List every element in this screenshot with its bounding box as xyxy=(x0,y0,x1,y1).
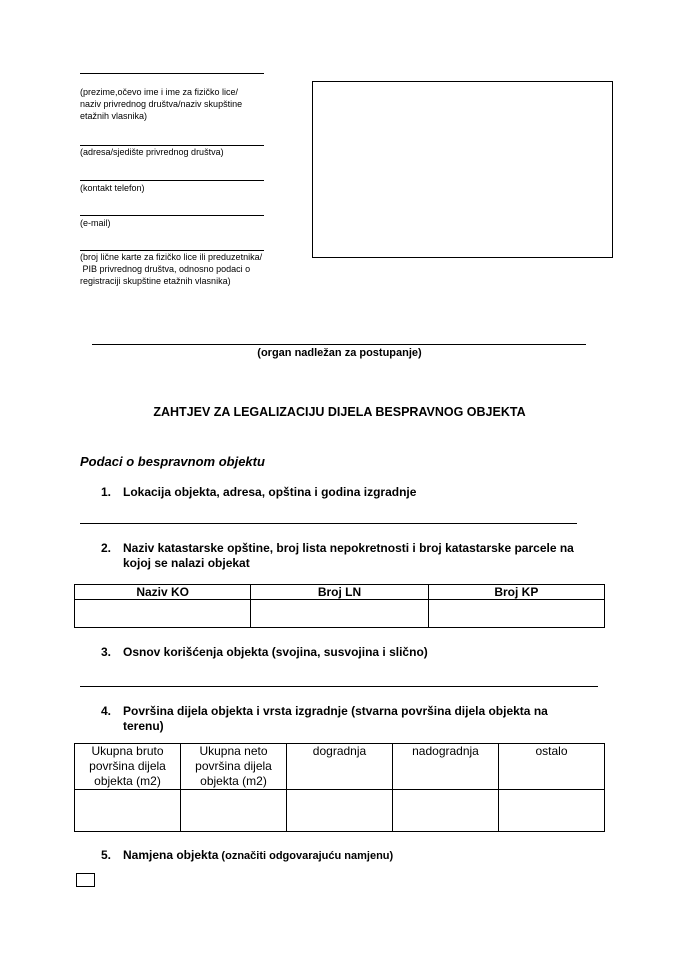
question-2-line-1: Naziv katastarske opštine, broj lista nepokretnosti i broj katastarske parcele na xyxy=(123,541,574,555)
area-header-gross xyxy=(75,744,181,790)
address-label: (adresa/sjedište privrednog društva) xyxy=(80,147,224,157)
cadastre-table xyxy=(74,584,605,628)
question-4-line-2: terenu) xyxy=(123,719,164,733)
area-header-net-line-2: površina dijela xyxy=(195,759,272,773)
usage-input-line[interactable] xyxy=(80,686,598,687)
area-header-other: ostalo xyxy=(499,744,605,790)
name-label-line-1: (prezime,očevo ime i ime za fizičko lice/ xyxy=(80,87,239,97)
area-header-net xyxy=(181,744,287,790)
question-5-number: 5. xyxy=(101,848,112,862)
id-label-line-3: registraciji skupštine etažnih vlasnika) xyxy=(80,276,231,286)
area-header-net-line-1: Ukupna neto xyxy=(199,744,268,758)
cadastre-header-ko: Naziv KO xyxy=(75,585,251,600)
question-1-number: 1. xyxy=(101,485,112,499)
area-header-gross-line-1: Ukupna bruto xyxy=(91,744,164,758)
id-label-line-2: PIB privrednog društva, odnosno podaci o xyxy=(80,264,251,274)
question-3-text: Osnov korišćenja objekta (svojina, susvojina i slično) xyxy=(123,645,428,659)
cadastre-header-kp: Broj KP xyxy=(428,585,604,600)
question-2-number: 2. xyxy=(101,541,112,555)
authority-label: (organ nadležan za postupanje) xyxy=(257,347,422,359)
stamp-box xyxy=(312,81,613,258)
cadastre-header-ln: Broj LN xyxy=(251,585,428,600)
name-label xyxy=(80,86,310,122)
question-2-text xyxy=(123,541,574,571)
question-4-number: 4. xyxy=(101,704,112,718)
section-title: Podaci o bespravnom objektu xyxy=(80,454,265,469)
area-cell-extension[interactable] xyxy=(287,790,393,832)
name-line[interactable] xyxy=(80,73,264,74)
question-5-text xyxy=(123,848,393,864)
area-cell-upgrade[interactable] xyxy=(393,790,499,832)
question-5-text-bold: Namjena objekta xyxy=(123,848,219,862)
cadastre-cell-ln[interactable] xyxy=(251,600,428,628)
area-header-gross-line-2: površina dijela xyxy=(89,759,166,773)
phone-line[interactable] xyxy=(80,180,264,181)
name-label-line-2: naziv privrednog društva/naziv skupštine xyxy=(80,99,243,109)
cadastre-cell-ko[interactable] xyxy=(75,600,251,628)
purpose-checkbox[interactable] xyxy=(76,873,95,887)
location-input-line[interactable] xyxy=(80,523,577,524)
area-cell-other[interactable] xyxy=(499,790,605,832)
question-4-text xyxy=(123,704,548,734)
area-table xyxy=(74,743,605,832)
area-header-net-line-3: objekta (m2) xyxy=(200,774,267,788)
area-header-extension: dogradnja xyxy=(287,744,393,790)
area-cell-gross[interactable] xyxy=(75,790,181,832)
id-label-line-1: (broj lične karte za fizičko lice ili preduzetnika/ xyxy=(80,252,263,262)
question-3-number: 3. xyxy=(101,645,112,659)
authority-line[interactable] xyxy=(92,344,586,345)
area-header-gross-line-3: objekta (m2) xyxy=(94,774,161,788)
area-header-upgrade: nadogradnja xyxy=(393,744,499,790)
id-label xyxy=(80,251,310,287)
question-1-text: Lokacija objekta, adresa, opština i godina izgradnje xyxy=(123,485,417,499)
email-line[interactable] xyxy=(80,215,264,216)
cadastre-cell-kp[interactable] xyxy=(428,600,604,628)
page-title: ZAHTJEV ZA LEGALIZACIJU DIJELA BESPRAVNOG OBJEKTA xyxy=(153,405,526,419)
email-label: (e-mail) xyxy=(80,218,111,228)
question-5-text-rest: (označiti odgovarajuću namjenu) xyxy=(218,850,394,862)
question-2-line-2: kojoj se nalazi objekat xyxy=(123,556,250,570)
area-cell-net[interactable] xyxy=(181,790,287,832)
phone-label: (kontakt telefon) xyxy=(80,183,145,193)
question-4-line-1: Površina dijela objekta i vrsta izgradnje (stvarna površina dijela objekta na xyxy=(123,704,548,718)
name-label-line-3: etažnih vlasnika) xyxy=(80,111,148,121)
